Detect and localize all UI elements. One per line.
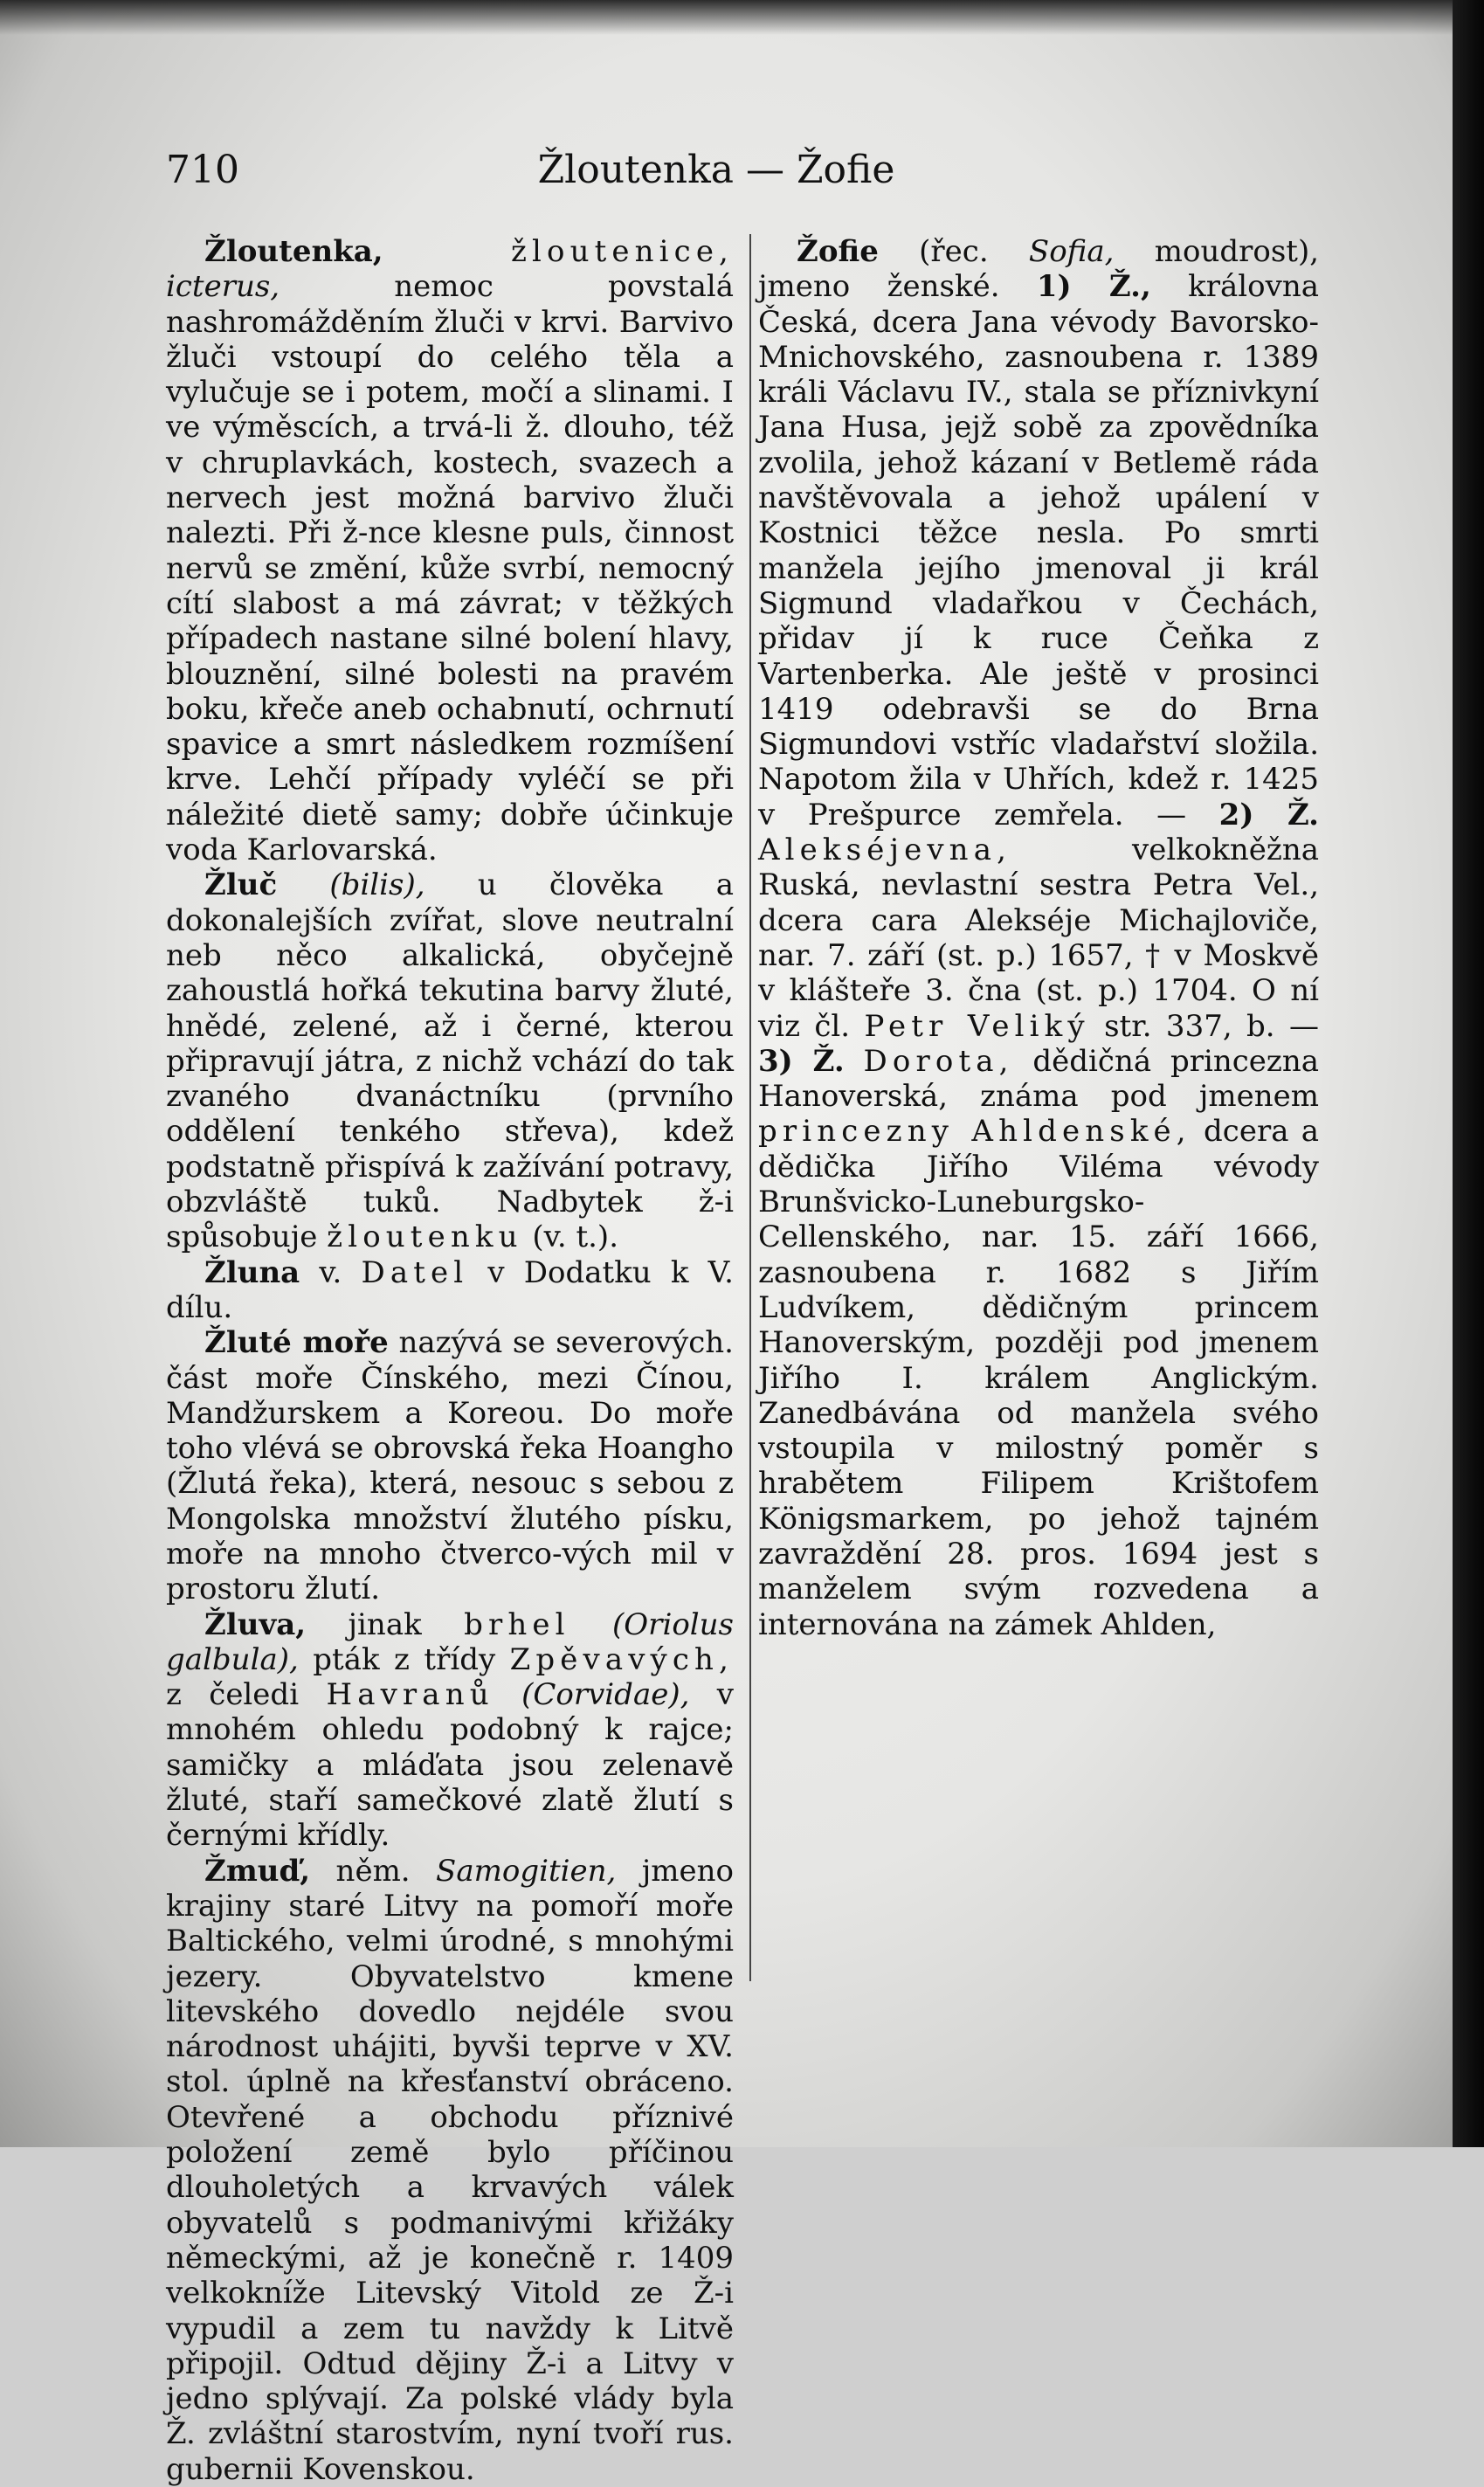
column-divider (749, 234, 751, 1981)
entry-text: moudrost), jmeno ženské. (758, 234, 1320, 305)
latin-term: (Corvidae), (521, 1677, 690, 1713)
cross-reference: Datel (361, 1254, 469, 1290)
spaced-term: Zpěvavých, (509, 1641, 734, 1677)
cross-reference: žloutenku (327, 1219, 523, 1255)
subentry-number: 3) Ž. (758, 1043, 845, 1079)
latin-term: Samogitien, (436, 1853, 617, 1889)
cross-reference: Petr Veliký (864, 1008, 1090, 1044)
headword: Žloutenka, (204, 234, 383, 269)
entry-text: v mnohém ohledu podobný k rajce; samičky a mláďata jsou zelenavě žluté, staří samečkové zlatě žlutí s černými křídly. (166, 1677, 734, 1854)
entry-text: dcera a dědička Jiřího Viléma vévody Brunšvicko-Luneburgsko-Cellenského, nar. 15. září 1666, zasnoubena r. 1682 s Jiřím Ludvíkem, dědičným princem Hanoverským, později pod jmenem Jiřího I. králem Anglickým. Zanedbávána od manžela svého vstoupila v milostný poměr s hrabětem Filipem Krištofem Königsmarkem, po jehož tajném zavraždění 28. pros. 1694 jest s manželem svým rozvedena a internována na zámek Ahlden, (758, 1114, 1320, 1642)
entry-text: jinak (348, 1606, 422, 1642)
entry-text: dědičná princezna Hanoverská, známa pod jmenem (758, 1043, 1320, 1115)
entry-zmud (166, 1854, 734, 2487)
spaced-term: Dorota, (863, 1043, 1014, 1079)
entry-zluc (166, 867, 734, 1254)
entry-text: královna Česká, dcera Jana vévody Bavorsko-Mnichovského, zasnoubena r. 1389 králi Václavu IV., stala se příznivkyní Jana Husa, jejž sobě za zpovědníka zvolila, jehož kázaní v Betlemě ráda navštěvovala a jehož upálení v Kostnici těžce nesla. Po smrti manžela jejího jmenoval ji král Sigmund vladařkou v Čechách, přidav jí k ruce Čeňka z Vartenberka. Ale ještě v prosinci 1419 odebravši se do Brna Sigmundovi vstříc vladařství složila. Napotom žila v Uhřích, kdež r. 1425 v Prešpurce zemřela. — (758, 269, 1319, 832)
headword: Žluna (204, 1254, 300, 1290)
entry-zloutenka (166, 234, 734, 867)
spaced-term: Havranů (326, 1677, 494, 1713)
latin-term: (Oriolus galbula), (166, 1606, 735, 1677)
running-title: Žloutenka — Žofie (537, 148, 895, 192)
headword: Žmuď, (204, 1853, 311, 1889)
right-column (758, 234, 1319, 1642)
entry-zluna (166, 1255, 734, 1326)
entry-text: (v. t.). (532, 1219, 619, 1255)
entry-text: něm. (335, 1853, 411, 1889)
latin-term: icterus, (166, 269, 280, 305)
headword: Žluté moře (204, 1325, 389, 1361)
headword: Žofie (797, 234, 879, 269)
entry-text: nemoc povstalá nashromážděním žluči v krvi. Barvivo žluči vstoupí do celého těla a vylučuje se i potem, močí a slinami. I ve výměscích, a trvá-li ž. dlouho, též v chruplavkách, kostech, svazech a nervech jest možná barvivo žluči nalezti. Při ž-nce klesne puls, činnost nervů se změní, kůže svrbí, nemocný cítí slabost a má závrat; v těžkých případech nastane silné bolení hlavy, blouznění, silné bolesti na pravém boku, křeče aneb ochabnutí, ochrnutí spavice a smrt následkem rozmíšení krve. Lehčí případy vyléčí se při náležité dietě samy; dobře účinkuje voda Karlovarská. (166, 269, 734, 868)
headword: Žluva, (204, 1606, 307, 1642)
entry-text: z čeledi (166, 1677, 300, 1713)
entry-zluva (166, 1607, 734, 1854)
spaced-term: brhel (464, 1606, 570, 1642)
scan-shadow-top (0, 0, 1484, 35)
entry-text: pták z třídy (313, 1641, 496, 1677)
left-column (166, 234, 734, 2487)
spaced-term: Alekséjevna, (758, 832, 1012, 868)
entry-text: nazývá se severových. část moře Čínského, mezi Čínou, Mandžurskem a Koreou. Do moře toho vlévá se obrovská řeka Hoangho (Žlutá řeka), která, nesouc s sebou z Mongolska množství žlutého písku, moře na mnoho čtverco-vých mil v prostoru žlutí. (166, 1325, 734, 1607)
subentry-number: 1) Ž., (1036, 269, 1151, 305)
entry-zlute-more (166, 1325, 734, 1606)
entry-text: velkokněžna Ruská, nevlastní sestra Petra Vel., dcera cara Alekséje Michajloviče, nar. 7. září (st. p.) 1657, † v Moskvě v klášteře 3. čna (st. p.) 1704. O ní viz čl. (758, 832, 1319, 1044)
scan-edge-right (1453, 0, 1484, 2147)
entry-text: jmeno krajiny staré Litvy na pomoří moře Baltického, velmi úrodné, s mnohými jezery. Obyvatelstvo kmene litevského dovedlo nejdéle svou národnost uhájiti, byvši teprve v XV. stol. úplně na křesťanství obráceno. Otevřené a obchodu příznivé položení země bylo příčinou dlouholetých a krvavých válek obyvatelů s podmanivými křižáky německými, až je konečně r. 1409 velkokníže Litevský Vitold ze Ž-i vypudil a zem tu navždy k Litvě připojil. Odtud dějiny Ž-i a Litvy v jedno splývají. Za polské vlády byla Ž. zvláštní starostvím, nyní tvoří rus. gubernii Kovenskou. (166, 1853, 735, 2487)
spaced-term: princezny Ahldenské, (758, 1114, 1191, 1150)
headword: Žluč (204, 867, 278, 903)
entry-zofie (758, 234, 1319, 1642)
latin-term: (bilis), (329, 867, 425, 903)
latin-term: Sofia, (1028, 234, 1115, 269)
entry-text: v. (319, 1254, 342, 1290)
entry-text: v Dodatku k V. dílu. (166, 1254, 734, 1325)
page-header (166, 144, 1267, 197)
entry-text: str. 337, b. — (1104, 1008, 1319, 1044)
entry-text: (řec. (919, 234, 989, 269)
entry-text: u člověka a dokonalejších zvířat, slove neutralní neb něco alkalická, obyčejně zahoustlá hořká tekutina barvy žluté, hnědé, zelené, až i černé, kterou připravují játra, z nichž vchází do tak zvaného dvanáctníku (prvního oddělení tenkého střeva), kdež podstatně přispívá k zažívání potravy, obzvláště tuků. Nadbytek ž-i spůsobuje (166, 867, 735, 1255)
page-number: 710 (166, 148, 239, 192)
subentry-number: 2) Ž. (1218, 797, 1320, 832)
alt-term: žloutenice, (510, 234, 734, 269)
